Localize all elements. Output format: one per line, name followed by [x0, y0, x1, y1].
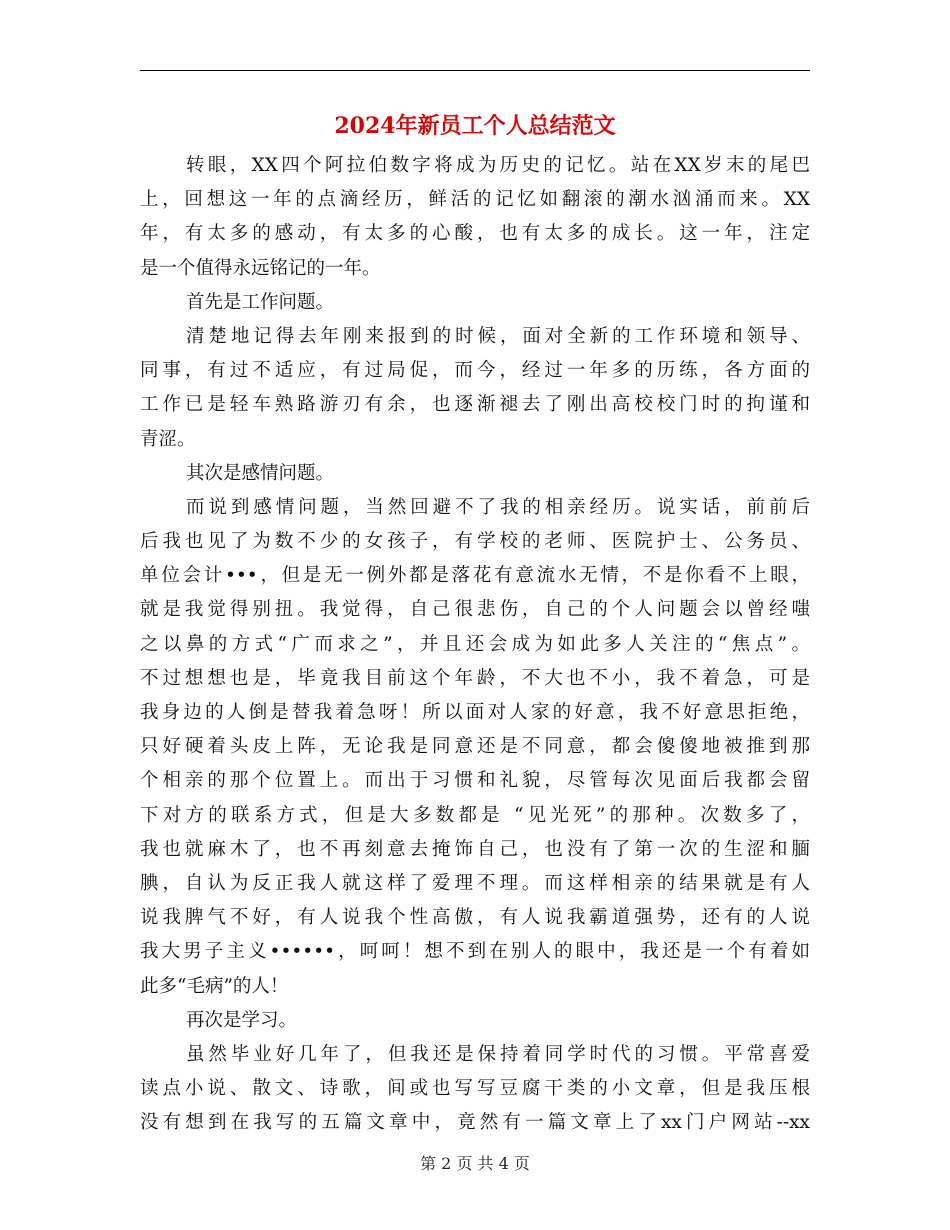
- paragraph-line: 下对方的联系方式，但是大多数都是 “见光死”的那种。次数多了，: [140, 804, 810, 826]
- paragraph-line: 同事，有过不适应，有过局促，而今，经过一年多的历练，各方面的: [140, 360, 810, 382]
- paragraph-line: 没有想到在我写的五篇文章中，竟然有一篇文章上了xx门户网站--xx: [140, 1112, 810, 1134]
- paragraph-line: 工作已是轻车熟路游刃有余，也逐渐褪去了刚出高校校门时的拘谨和: [140, 394, 810, 416]
- paragraph-line: 腆，自认为反正我人就这样了爱理不理。而这样相亲的结果就是有人: [140, 872, 810, 894]
- paragraph-line: 个相亲的那个位置上。而出于习惯和礼貌，尽管每次见面后我都会留: [140, 770, 810, 792]
- paragraph-line: 年，有太多的感动，有太多的心酸，也有太多的成长。这一年，注定: [140, 223, 810, 245]
- paragraph-line: 此多“毛病”的人！: [140, 975, 289, 997]
- paragraph-line: 读点小说、散文、诗歌，间或也写写豆腐干类的小文章，但是我压根: [140, 1078, 810, 1100]
- paragraph-line: 我身边的人倒是替我着急呀！所以面对人家的好意，我不好意思拒绝，: [140, 702, 810, 723]
- document-body: [140, 149, 810, 1140]
- paragraph-line: 而说到感情问题，当然回避不了我的相亲经历。说实话，前前后: [186, 496, 810, 518]
- section-heading: 再次是学习。: [186, 1009, 298, 1031]
- paragraph-line: 上，回想这一年的点滴经历，鲜活的记忆如翻滚的潮水汹涌而来。XX: [140, 189, 810, 211]
- paragraph-line: 单位会计•••，但是无一例外都是落花有意流水无情，不是你看不上眼，: [140, 565, 810, 587]
- paragraph-line: 说我脾气不好，有人说我个性高傲，有人说我霸道强势，还有的人说: [140, 907, 810, 929]
- header-rule: [140, 70, 810, 71]
- paragraph-line: 我也就麻木了，也不再刻意去掩饰自己，也没有了第一次的生涩和腼: [140, 838, 810, 860]
- paragraph-line: 转眼，XX四个阿拉伯数字将成为历史的记忆。站在XX岁末的尾巴: [186, 155, 810, 176]
- paragraph-line: 虽然毕业好几年了，但我还是保持着同学时代的习惯。平常喜爱: [186, 1043, 810, 1065]
- paragraph-line: 是一个值得永远铭记的一年。: [140, 257, 381, 279]
- document-title: 2024年新员工个人总结范文: [334, 113, 616, 139]
- paragraph-line: 之以鼻的方式“广而求之”，并且还会成为如此多人关注的“焦点”。: [140, 633, 810, 655]
- section-heading: 其次是感情问题。: [186, 462, 335, 484]
- section-heading: 首先是工作问题。: [186, 291, 335, 313]
- paragraph-line: 清楚地记得去年刚来报到的时候，面对全新的工作环境和领导、: [186, 325, 810, 347]
- paragraph-line: 就是我觉得别扭。我觉得，自己很悲伤，自己的个人问题会以曾经嗤: [140, 599, 810, 621]
- paragraph-line: 青涩。: [140, 428, 196, 450]
- page-number-footer: 第 2 页 共 4 页: [420, 1154, 530, 1173]
- paragraph-line: 后我也见了为数不少的女孩子，有学校的老师、医院护士、公务员、: [140, 531, 810, 553]
- paragraph-line: 我大男子主义••••••，呵呵！想不到在别人的眼中，我还是一个有着如: [140, 941, 810, 963]
- paragraph-line: 只好硬着头皮上阵，无论我是同意还是不同意，都会傻傻地被推到那: [140, 736, 810, 758]
- paragraph-line: 不过想想也是，毕竟我目前这个年龄，不大也不小，我不着急，可是: [140, 667, 810, 689]
